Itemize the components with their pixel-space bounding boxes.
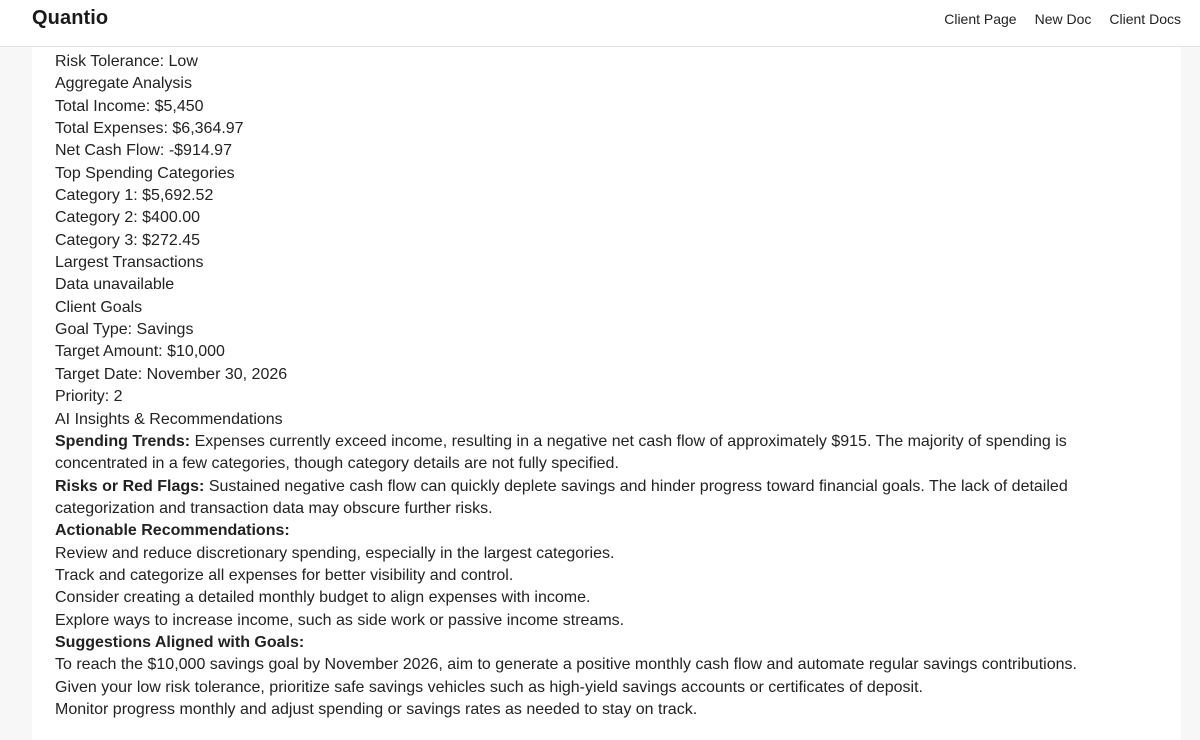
priority: Priority: 2 bbox=[55, 388, 123, 406]
spending-trends-text: Expenses currently exceed income, resulting in a negative net cash flow of approximately $915. The majority of spending is concentrated in a few categories, though category details are not fully specified. bbox=[55, 432, 1067, 473]
suggestions-heading: Suggestions Aligned with Goals: bbox=[55, 633, 305, 651]
total-expenses: Total Expenses: $6,364.97 bbox=[55, 120, 244, 138]
category-2: Category 2: $400.00 bbox=[55, 209, 200, 227]
document-content bbox=[55, 51, 1155, 721]
spending-trends-label: Spending Trends: bbox=[55, 432, 191, 450]
nav-link-new-doc[interactable]: New Doc bbox=[1034, 11, 1092, 27]
suggestion-item: Monitor progress monthly and adjust spending or savings rates as needed to stay on track. bbox=[55, 700, 698, 718]
top-spending-heading: Top Spending Categories bbox=[55, 164, 235, 182]
spending-trends-paragraph bbox=[55, 431, 1155, 476]
goal-type: Goal Type: Savings bbox=[55, 321, 194, 339]
document-page bbox=[32, 0, 1181, 740]
risk-tolerance: Risk Tolerance: Low bbox=[55, 53, 198, 70]
aggregate-heading: Aggregate Analysis bbox=[55, 75, 192, 93]
category-3: Category 3: $272.45 bbox=[55, 231, 200, 249]
suggestion-item: Given your low risk tolerance, prioritize safe savings vehicles such as high-yield savings accounts or certificates of deposit. bbox=[55, 678, 923, 696]
insights-heading: AI Insights & Recommendations bbox=[55, 410, 283, 428]
actionable-item: Explore ways to increase income, such as side work or passive income streams. bbox=[55, 611, 625, 629]
actionable-item: Review and reduce discretionary spending, especially in the largest categories. bbox=[55, 544, 615, 562]
client-goals-heading: Client Goals bbox=[55, 298, 143, 316]
category-1: Category 1: $5,692.52 bbox=[55, 187, 214, 205]
net-cash-flow: Net Cash Flow: -$914.97 bbox=[55, 142, 232, 160]
suggestion-item: To reach the $10,000 savings goal by November 2026, aim to generate a positive monthly cash flow and automate regular savings contributions. bbox=[55, 656, 1077, 674]
brand-logo[interactable]: Quantio bbox=[32, 7, 109, 29]
largest-transactions-value: Data unavailable bbox=[55, 276, 175, 294]
target-date: Target Date: November 30, 2026 bbox=[55, 365, 288, 383]
top-navbar bbox=[0, 0, 1200, 47]
largest-transactions-heading: Largest Transactions bbox=[55, 254, 204, 272]
nav-link-client-docs[interactable]: Client Docs bbox=[1109, 11, 1181, 27]
total-income: Total Income: $5,450 bbox=[55, 97, 204, 115]
actionable-item: Track and categorize all expenses for better visibility and control. bbox=[55, 566, 514, 584]
risks-paragraph bbox=[55, 476, 1155, 521]
nav-links bbox=[944, 11, 1181, 27]
actionable-heading: Actionable Recommendations: bbox=[55, 522, 290, 540]
risks-text: Sustained negative cash flow can quickly deplete savings and hinder progress toward financial goals. The lack of detailed categorization and transaction data may obscure further risks. bbox=[55, 477, 1068, 517]
risks-label: Risks or Red Flags: bbox=[55, 477, 205, 495]
actionable-item: Consider creating a detailed monthly budget to align expenses with income. bbox=[55, 589, 591, 607]
target-amount: Target Amount: $10,000 bbox=[55, 343, 225, 361]
nav-link-client-page[interactable]: Client Page bbox=[944, 11, 1017, 27]
